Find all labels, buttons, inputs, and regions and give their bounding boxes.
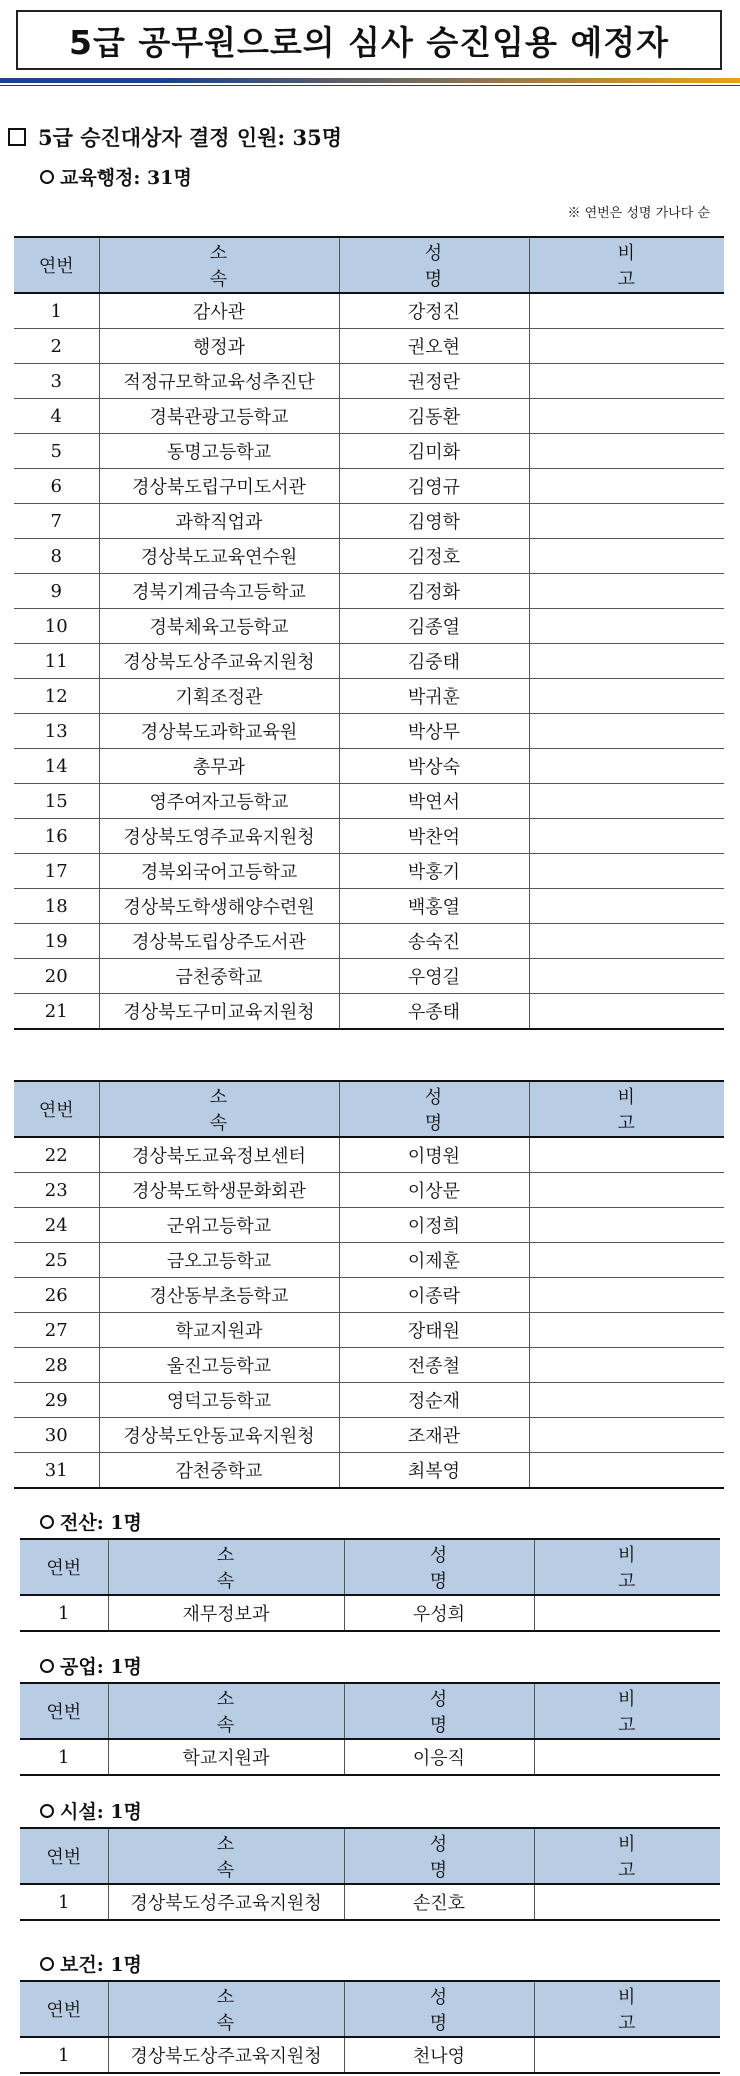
cell-dept: 총무과 xyxy=(99,749,339,784)
cell-no: 27 xyxy=(14,1313,99,1348)
cell-name: 최복영 xyxy=(339,1453,529,1489)
document-title: 5급 공무원으로의 심사 승진임용 예정자 xyxy=(16,10,722,70)
cell-no: 2 xyxy=(14,329,99,364)
circle-bullet-icon xyxy=(40,1515,54,1529)
cell-dept: 영덕고등학교 xyxy=(99,1383,339,1418)
cell-dept: 경상북도학생해양수련원 xyxy=(99,889,339,924)
group-title-text: 보건: 1명 xyxy=(60,1954,142,1976)
table-row xyxy=(14,1278,724,1313)
cell-remark xyxy=(529,434,724,469)
table-row xyxy=(14,1243,724,1278)
cell-name: 이제훈 xyxy=(339,1243,529,1278)
cell-no: 24 xyxy=(14,1208,99,1243)
table-row xyxy=(14,364,724,399)
cell-name: 김종열 xyxy=(339,609,529,644)
table-body xyxy=(20,1884,720,1920)
cell-dept: 경상북도학생문화회관 xyxy=(99,1173,339,1208)
table-row xyxy=(14,679,724,714)
table-header-row xyxy=(20,1683,720,1739)
cell-dept: 경북외국어고등학교 xyxy=(99,854,339,889)
table-body xyxy=(14,1137,724,1488)
cell-remark xyxy=(529,854,724,889)
cell-remark xyxy=(529,469,724,504)
cell-no: 6 xyxy=(14,469,99,504)
cell-dept: 기획조정관 xyxy=(99,679,339,714)
cell-dept: 적정규모학교육성추진단 xyxy=(99,364,339,399)
header-remark: 비 고 xyxy=(529,1081,724,1137)
table-row xyxy=(14,293,724,329)
cell-dept: 경북관광고등학교 xyxy=(99,399,339,434)
header-dept: 소 속 xyxy=(99,237,339,293)
header-name: 성 명 xyxy=(344,1539,534,1595)
table-row xyxy=(14,959,724,994)
cell-dept: 과학직업과 xyxy=(99,504,339,539)
cell-name: 강정진 xyxy=(339,293,529,329)
table-row xyxy=(14,539,724,574)
cell-name: 김정화 xyxy=(339,574,529,609)
table-row xyxy=(14,644,724,679)
cell-dept: 감천중학교 xyxy=(99,1453,339,1489)
table-row xyxy=(20,1884,720,1920)
table-row xyxy=(14,574,724,609)
cell-dept: 군위고등학교 xyxy=(99,1208,339,1243)
table-row xyxy=(20,1595,720,1631)
cell-no: 12 xyxy=(14,679,99,714)
cell-remark xyxy=(529,399,724,434)
header-name: 성 명 xyxy=(344,1828,534,1884)
cell-name: 이응직 xyxy=(344,1739,534,1775)
cell-name: 이명원 xyxy=(339,1137,529,1173)
header-dept: 소 속 xyxy=(99,1081,339,1137)
table-row xyxy=(14,924,724,959)
cell-name: 장태원 xyxy=(339,1313,529,1348)
cell-name: 이종락 xyxy=(339,1278,529,1313)
cell-name: 송숙진 xyxy=(339,924,529,959)
cell-name: 김중태 xyxy=(339,644,529,679)
cell-dept: 경상북도과학교육원 xyxy=(99,714,339,749)
cell-no: 25 xyxy=(14,1243,99,1278)
header-dept: 소 속 xyxy=(108,1981,344,2037)
cell-remark xyxy=(529,924,724,959)
cell-name: 박상숙 xyxy=(339,749,529,784)
table-row xyxy=(14,504,724,539)
title-underline-thin xyxy=(0,85,740,86)
cell-dept: 학교지원과 xyxy=(99,1313,339,1348)
cell-dept: 울진고등학교 xyxy=(99,1348,339,1383)
title-underline xyxy=(0,78,740,83)
cell-remark xyxy=(529,1243,724,1278)
cell-no: 21 xyxy=(14,994,99,1030)
table-row xyxy=(14,1173,724,1208)
cell-name: 정순재 xyxy=(339,1383,529,1418)
table-health xyxy=(20,1980,720,2074)
cell-no: 1 xyxy=(20,2037,108,2073)
cell-no: 1 xyxy=(20,1884,108,1920)
cell-name: 조재관 xyxy=(339,1418,529,1453)
group-title-it xyxy=(40,1508,142,1535)
cell-remark xyxy=(529,1137,724,1173)
cell-remark xyxy=(529,364,724,399)
cell-no: 19 xyxy=(14,924,99,959)
cell-dept: 경상북도교육연수원 xyxy=(99,539,339,574)
circle-bullet-icon xyxy=(40,1957,54,1971)
cell-no: 17 xyxy=(14,854,99,889)
cell-dept: 경북기계금속고등학교 xyxy=(99,574,339,609)
table-header-row xyxy=(20,1981,720,2037)
cell-dept: 경상북도영주교육지원청 xyxy=(99,819,339,854)
header-no: 연번 xyxy=(20,1981,108,2037)
cell-no: 14 xyxy=(14,749,99,784)
cell-no: 1 xyxy=(20,1739,108,1775)
cell-dept: 경상북도상주교육지원청 xyxy=(108,2037,344,2073)
cell-name: 손진호 xyxy=(344,1884,534,1920)
cell-remark xyxy=(529,1278,724,1313)
cell-no: 16 xyxy=(14,819,99,854)
cell-no: 7 xyxy=(14,504,99,539)
cell-dept: 경상북도안동교육지원청 xyxy=(99,1418,339,1453)
cell-dept: 경북체육고등학교 xyxy=(99,609,339,644)
header-remark: 비 고 xyxy=(534,1828,720,1884)
cell-name: 권정란 xyxy=(339,364,529,399)
group-title-text: 공업: 1명 xyxy=(60,1656,142,1678)
summary-line xyxy=(8,122,342,152)
table-body xyxy=(14,293,724,1029)
table-row xyxy=(14,399,724,434)
table-header-row xyxy=(20,1828,720,1884)
table-header-row xyxy=(20,1539,720,1595)
cell-name: 김영학 xyxy=(339,504,529,539)
cell-no: 9 xyxy=(14,574,99,609)
cell-name: 박찬억 xyxy=(339,819,529,854)
cell-dept: 경상북도성주교육지원청 xyxy=(108,1884,344,1920)
cell-remark xyxy=(529,679,724,714)
cell-remark xyxy=(529,784,724,819)
cell-no: 30 xyxy=(14,1418,99,1453)
table-row xyxy=(14,1208,724,1243)
sort-note: ※ 연번은 성명 가나다 순 xyxy=(567,206,710,221)
cell-no: 5 xyxy=(14,434,99,469)
header-dept: 소 속 xyxy=(108,1828,344,1884)
cell-remark xyxy=(529,1418,724,1453)
cell-remark xyxy=(529,1348,724,1383)
cell-remark xyxy=(529,714,724,749)
cell-remark xyxy=(534,1884,720,1920)
cell-name: 우종태 xyxy=(339,994,529,1030)
cell-remark xyxy=(529,749,724,784)
cell-dept: 학교지원과 xyxy=(108,1739,344,1775)
table-header-row xyxy=(14,237,724,293)
cell-remark xyxy=(529,819,724,854)
cell-dept: 행정과 xyxy=(99,329,339,364)
table-row xyxy=(14,819,724,854)
circle-bullet-icon xyxy=(40,170,54,184)
cell-dept: 금오고등학교 xyxy=(99,1243,339,1278)
cell-remark xyxy=(529,644,724,679)
cell-dept: 경상북도구미교육지원청 xyxy=(99,994,339,1030)
table-row xyxy=(20,1739,720,1775)
cell-no: 28 xyxy=(14,1348,99,1383)
cell-remark xyxy=(534,1739,720,1775)
table-row xyxy=(14,714,724,749)
table-row xyxy=(14,1418,724,1453)
header-name: 성 명 xyxy=(339,1081,529,1137)
cell-name: 박홍기 xyxy=(339,854,529,889)
cell-name: 이정희 xyxy=(339,1208,529,1243)
cell-name: 박귀훈 xyxy=(339,679,529,714)
cell-name: 권오현 xyxy=(339,329,529,364)
cell-name: 백홍열 xyxy=(339,889,529,924)
table-row xyxy=(14,469,724,504)
group-title-facility xyxy=(40,1797,142,1824)
cell-name: 김미화 xyxy=(339,434,529,469)
cell-remark xyxy=(529,1383,724,1418)
cell-name: 우영길 xyxy=(339,959,529,994)
header-no: 연번 xyxy=(20,1828,108,1884)
table-row xyxy=(14,854,724,889)
header-name: 성 명 xyxy=(339,237,529,293)
header-remark: 비 고 xyxy=(534,1683,720,1739)
cell-remark xyxy=(529,1173,724,1208)
table-row xyxy=(14,889,724,924)
group-title-text: 전산: 1명 xyxy=(60,1512,142,1534)
cell-name: 박연서 xyxy=(339,784,529,819)
header-name: 성 명 xyxy=(344,1683,534,1739)
header-no: 연번 xyxy=(20,1539,108,1595)
group-title-text: 시설: 1명 xyxy=(60,1801,142,1823)
cell-no: 31 xyxy=(14,1453,99,1489)
group-title-admin xyxy=(40,163,192,190)
cell-no: 29 xyxy=(14,1383,99,1418)
cell-no: 1 xyxy=(20,1595,108,1631)
table-body xyxy=(20,2037,720,2073)
table-row xyxy=(14,1453,724,1489)
table-admin-part1 xyxy=(14,236,724,1030)
table-row xyxy=(14,784,724,819)
cell-remark xyxy=(529,329,724,364)
cell-no: 4 xyxy=(14,399,99,434)
table-row xyxy=(14,1137,724,1173)
cell-name: 박상무 xyxy=(339,714,529,749)
cell-remark xyxy=(529,889,724,924)
cell-no: 26 xyxy=(14,1278,99,1313)
group-title-health xyxy=(40,1950,142,1977)
cell-no: 18 xyxy=(14,889,99,924)
table-row xyxy=(20,2037,720,2073)
cell-dept: 경상북도립구미도서관 xyxy=(99,469,339,504)
header-remark: 비 고 xyxy=(529,237,724,293)
cell-no: 15 xyxy=(14,784,99,819)
cell-dept: 재무정보과 xyxy=(108,1595,344,1631)
table-admin-part2 xyxy=(14,1080,724,1489)
cell-name: 김영규 xyxy=(339,469,529,504)
table-row xyxy=(14,1313,724,1348)
table-row xyxy=(14,1348,724,1383)
table-row xyxy=(14,329,724,364)
cell-dept: 동명고등학교 xyxy=(99,434,339,469)
table-it xyxy=(20,1538,720,1632)
table-row xyxy=(14,609,724,644)
header-remark: 비 고 xyxy=(534,1539,720,1595)
cell-no: 3 xyxy=(14,364,99,399)
header-name: 성 명 xyxy=(344,1981,534,2037)
cell-remark xyxy=(529,1208,724,1243)
cell-no: 20 xyxy=(14,959,99,994)
group-title-text: 교육행정: 31명 xyxy=(60,167,192,189)
header-remark: 비 고 xyxy=(534,1981,720,2037)
cell-no: 11 xyxy=(14,644,99,679)
header-no: 연번 xyxy=(14,1081,99,1137)
cell-remark xyxy=(529,994,724,1030)
cell-name: 우성희 xyxy=(344,1595,534,1631)
cell-remark xyxy=(529,609,724,644)
cell-no: 23 xyxy=(14,1173,99,1208)
cell-no: 1 xyxy=(14,293,99,329)
cell-dept: 경상북도상주교육지원청 xyxy=(99,644,339,679)
cell-remark xyxy=(529,539,724,574)
cell-dept: 금천중학교 xyxy=(99,959,339,994)
cell-name: 김정호 xyxy=(339,539,529,574)
table-body xyxy=(20,1739,720,1775)
table-row xyxy=(14,1383,724,1418)
cell-remark xyxy=(529,504,724,539)
table-facility xyxy=(20,1827,720,1921)
cell-name: 천나영 xyxy=(344,2037,534,2073)
table-row xyxy=(14,994,724,1030)
cell-dept: 경상북도립상주도서관 xyxy=(99,924,339,959)
group-title-industry xyxy=(40,1652,142,1679)
cell-dept: 경상북도교육정보센터 xyxy=(99,1137,339,1173)
circle-bullet-icon xyxy=(40,1804,54,1818)
cell-no: 8 xyxy=(14,539,99,574)
cell-remark xyxy=(529,1453,724,1489)
circle-bullet-icon xyxy=(40,1659,54,1673)
cell-remark xyxy=(534,2037,720,2073)
table-header-row xyxy=(14,1081,724,1137)
header-no: 연번 xyxy=(14,237,99,293)
table-row xyxy=(14,749,724,784)
cell-dept: 경산동부초등학교 xyxy=(99,1278,339,1313)
cell-no: 10 xyxy=(14,609,99,644)
cell-name: 전종철 xyxy=(339,1348,529,1383)
summary-text: 5급 승진대상자 결정 인원: 35명 xyxy=(38,125,342,150)
cell-remark xyxy=(529,293,724,329)
cell-name: 김동환 xyxy=(339,399,529,434)
table-industry xyxy=(20,1682,720,1776)
cell-remark xyxy=(534,1595,720,1631)
header-dept: 소 속 xyxy=(108,1683,344,1739)
cell-dept: 감사관 xyxy=(99,293,339,329)
header-no: 연번 xyxy=(20,1683,108,1739)
cell-no: 13 xyxy=(14,714,99,749)
cell-remark xyxy=(529,959,724,994)
table-row xyxy=(14,434,724,469)
cell-remark xyxy=(529,574,724,609)
header-dept: 소 속 xyxy=(108,1539,344,1595)
table-body xyxy=(20,1595,720,1631)
cell-dept: 영주여자고등학교 xyxy=(99,784,339,819)
cell-name: 이상문 xyxy=(339,1173,529,1208)
cell-no: 22 xyxy=(14,1137,99,1173)
checkbox-icon xyxy=(8,128,26,146)
cell-remark xyxy=(529,1313,724,1348)
